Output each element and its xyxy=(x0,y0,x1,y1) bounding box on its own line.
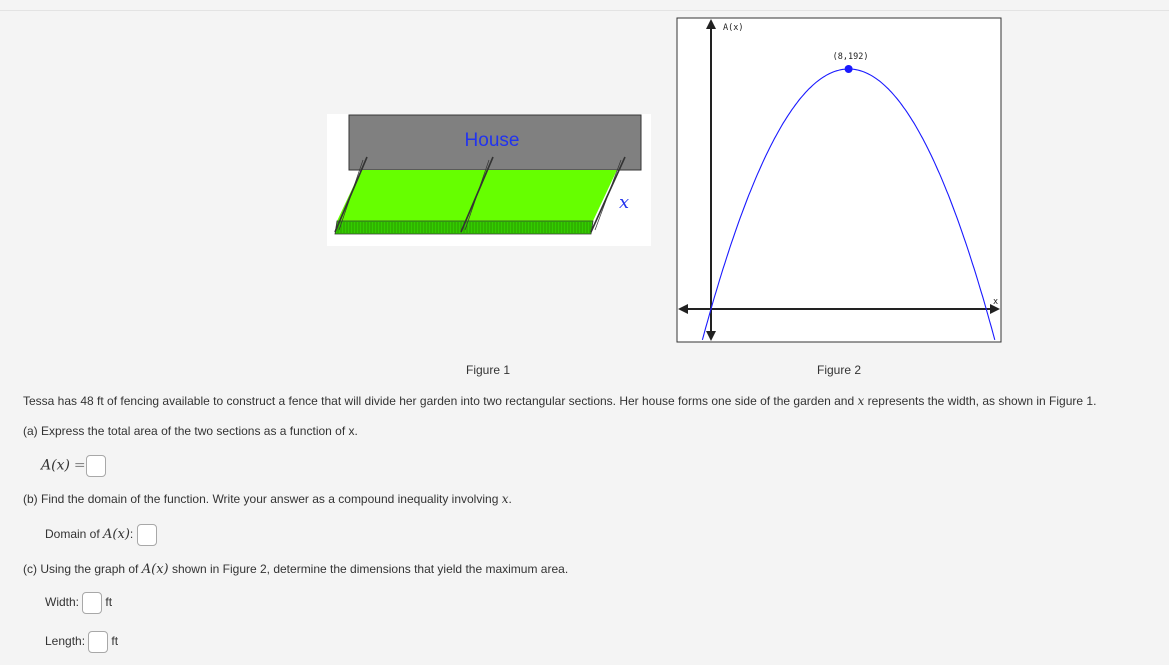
length-answer-input[interactable] xyxy=(88,631,108,653)
width-answer-input[interactable] xyxy=(82,592,102,614)
domain-function: A(x) xyxy=(103,527,130,543)
area-function-label: A(x) xyxy=(41,457,70,474)
area-answer-input[interactable] xyxy=(86,455,106,477)
part-b-text: (b) Find the domain of the function. Write your answer as a compound inequality involving xyxy=(23,492,499,506)
figure-2-caption: Figure 2 xyxy=(817,363,862,377)
domain-answer-input[interactable] xyxy=(137,524,157,546)
problem-intro xyxy=(23,394,1096,408)
domain-label: Domain of xyxy=(45,527,100,542)
length-unit: ft xyxy=(111,634,119,649)
part-a-answer-row xyxy=(41,455,106,477)
part-c-prompt xyxy=(23,562,568,577)
intro-text-end: represents the width, as shown in Figure 1. xyxy=(867,394,1097,408)
figure-1-garden-diagram xyxy=(327,114,651,246)
domain-row xyxy=(45,524,157,546)
intro-variable: x xyxy=(857,394,865,408)
width-x-label: x xyxy=(619,192,630,213)
length-row xyxy=(45,631,118,653)
house-label: House xyxy=(464,130,520,151)
part-c-text-start: (c) Using the graph of xyxy=(23,562,139,576)
top-divider xyxy=(0,10,1169,11)
part-b-variable: x xyxy=(501,492,509,506)
y-axis-label: A(x) xyxy=(723,23,744,33)
part-b-prompt xyxy=(23,492,512,506)
figure-2-area-graph xyxy=(676,17,1002,343)
part-c-text-end: shown in Figure 2, determine the dimensions that yield the maximum area. xyxy=(171,562,569,576)
max-point xyxy=(845,65,853,73)
part-c-function: A(x) xyxy=(141,562,169,577)
width-row xyxy=(45,592,112,614)
intro-text-start: Tessa has 48 ft of fencing available to construct a fence that will divide her garden into two rectangular sections. Her house forms one side of the garden and xyxy=(23,394,855,408)
part-b-period: . xyxy=(508,492,512,506)
width-unit: ft xyxy=(105,595,113,610)
domain-colon: : xyxy=(129,527,134,542)
part-a-prompt: (a) Express the total area of the two sections as a function of x. xyxy=(23,424,358,438)
equals-sign: = xyxy=(73,457,86,474)
x-axis-label: x xyxy=(993,297,999,307)
graph-frame xyxy=(677,18,1001,342)
length-label: Length: xyxy=(45,634,86,649)
max-point-label: (8,192) xyxy=(832,52,869,62)
figure-1-caption: Figure 1 xyxy=(466,363,511,377)
width-label: Width: xyxy=(45,595,80,610)
